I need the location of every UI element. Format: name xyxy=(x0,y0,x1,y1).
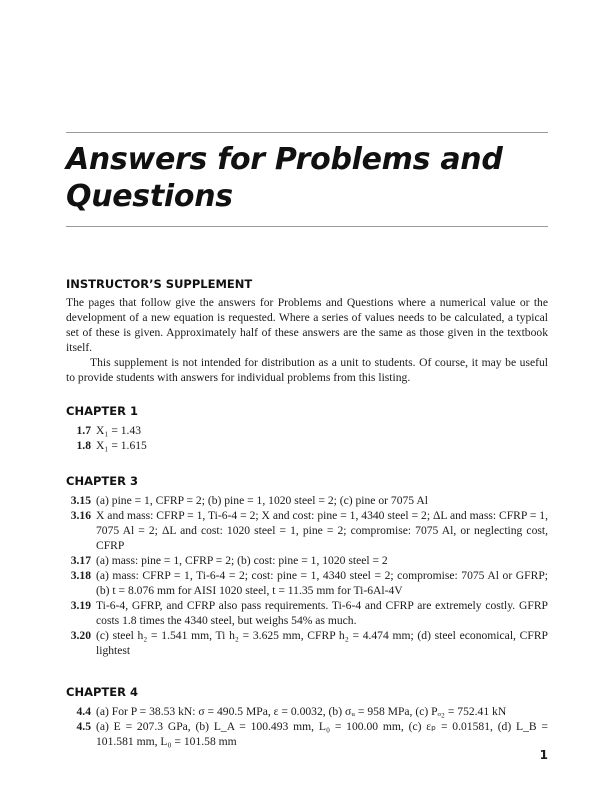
answer-text: (a) pine = 1, CFRP = 2; (b) pine = 1, 1020 steel = 2; (c) pine or 7075 Al xyxy=(96,494,428,507)
answer-text: Ti-6-4, GFRP, and CFRP also pass requirements. Ti-6-4 and CFRP are extremely costly. GFRP costs 1.8 times the 4340 steel, but weighs 54% as much. xyxy=(96,599,548,627)
answer-item xyxy=(66,704,548,719)
page-number: 1 xyxy=(539,748,548,762)
answer-number: 3.19 xyxy=(70,599,91,612)
answer-item xyxy=(66,628,548,658)
answer-number: 3.16 xyxy=(70,509,91,522)
answer-number: 3.18 xyxy=(70,569,91,582)
answer-item xyxy=(66,493,548,508)
page-title-line-2: Questions xyxy=(66,179,233,214)
answer-number: 3.17 xyxy=(70,554,91,567)
answer-number: 3.20 xyxy=(70,629,91,642)
answer-item xyxy=(66,598,548,628)
supplement-paragraph-1: The pages that follow give the answers for Problems and Questions where a numerical value or the development of a new equation is requested. Where a series of values needs to be calculated, a typical set of these is given. Approximately half of these answers are the same as those given in the textbook itself. xyxy=(66,296,548,354)
answer-item xyxy=(66,438,548,453)
answer-number: 1.7 xyxy=(76,424,91,437)
answer-item xyxy=(66,508,548,553)
answer-text: (a) mass: CFRP = 1, Ti-6-4 = 2; cost: pine = 1, 4340 steel = 2; compromise: 7075 Al or GFRP; (b) t = 8.076 mm for AISI 1020 steel, t = 11.35 mm for Ti-6Al-4V xyxy=(96,569,548,597)
chapter-4-answers xyxy=(66,704,548,749)
chapter-1-answers xyxy=(66,423,548,453)
answer-text: X₁ = 1.615 xyxy=(96,439,147,452)
answer-item xyxy=(66,423,548,438)
page-title xyxy=(66,141,548,215)
answer-text: (a) mass: pine = 1, CFRP = 2; (b) cost: pine = 1, 1020 steel = 2 xyxy=(96,554,388,567)
top-rule xyxy=(66,132,548,133)
chapter-4-heading: CHAPTER 4 xyxy=(66,685,138,699)
chapter-3-answers xyxy=(66,493,548,658)
supplement-heading: INSTRUCTOR’S SUPPLEMENT xyxy=(66,277,253,291)
answer-number: 1.8 xyxy=(76,439,91,452)
answer-number: 3.15 xyxy=(70,494,91,507)
answer-text: (a) E = 207.3 GPa, (b) L_A = 100.493 mm, L₀ = 100.00 mm, (c) εₚ = 0.01581, (d) L_B = 101.581 mm, L₀ = 101.58 mm xyxy=(96,720,548,748)
supplement-paragraph-2: This supplement is not intended for distribution as a unit to students. Of course, it may be useful to provide students with answers for individual problems from this listing. xyxy=(66,356,548,384)
answer-number: 4.4 xyxy=(76,705,91,718)
answer-text: X₁ = 1.43 xyxy=(96,424,142,437)
answer-item xyxy=(66,568,548,598)
answer-text: (a) For P = 38.53 kN: σ = 490.5 MPa, ε = 0.0032, (b) σᵤ = 958 MPa, (c) Pₒ₂ = 752.41 kN xyxy=(96,705,507,718)
answer-item xyxy=(66,719,548,749)
answer-text: (c) steel h₂ = 1.541 mm, Ti h₂ = 3.625 mm, CFRP h₂ = 4.474 mm; (d) steel economical, CFRP lightest xyxy=(96,629,548,657)
chapter-3-heading: CHAPTER 3 xyxy=(66,474,138,488)
page-title-line-1: Answers for Problems and xyxy=(66,142,503,177)
title-bottom-rule xyxy=(66,226,548,227)
answer-text: X and mass: CFRP = 1, Ti-6-4 = 2; X and cost: pine = 1, 4340 steel = 2; ΔL and mass: CFRP = 1, 7075 Al = 2; ΔL and cost: 1020 steel = 1, pine = 2; compromise: 7075 Al, or neglecting cost, CFRP xyxy=(96,509,548,552)
answer-number: 4.5 xyxy=(76,720,91,733)
answer-item xyxy=(66,553,548,568)
chapter-1-heading: CHAPTER 1 xyxy=(66,404,138,418)
